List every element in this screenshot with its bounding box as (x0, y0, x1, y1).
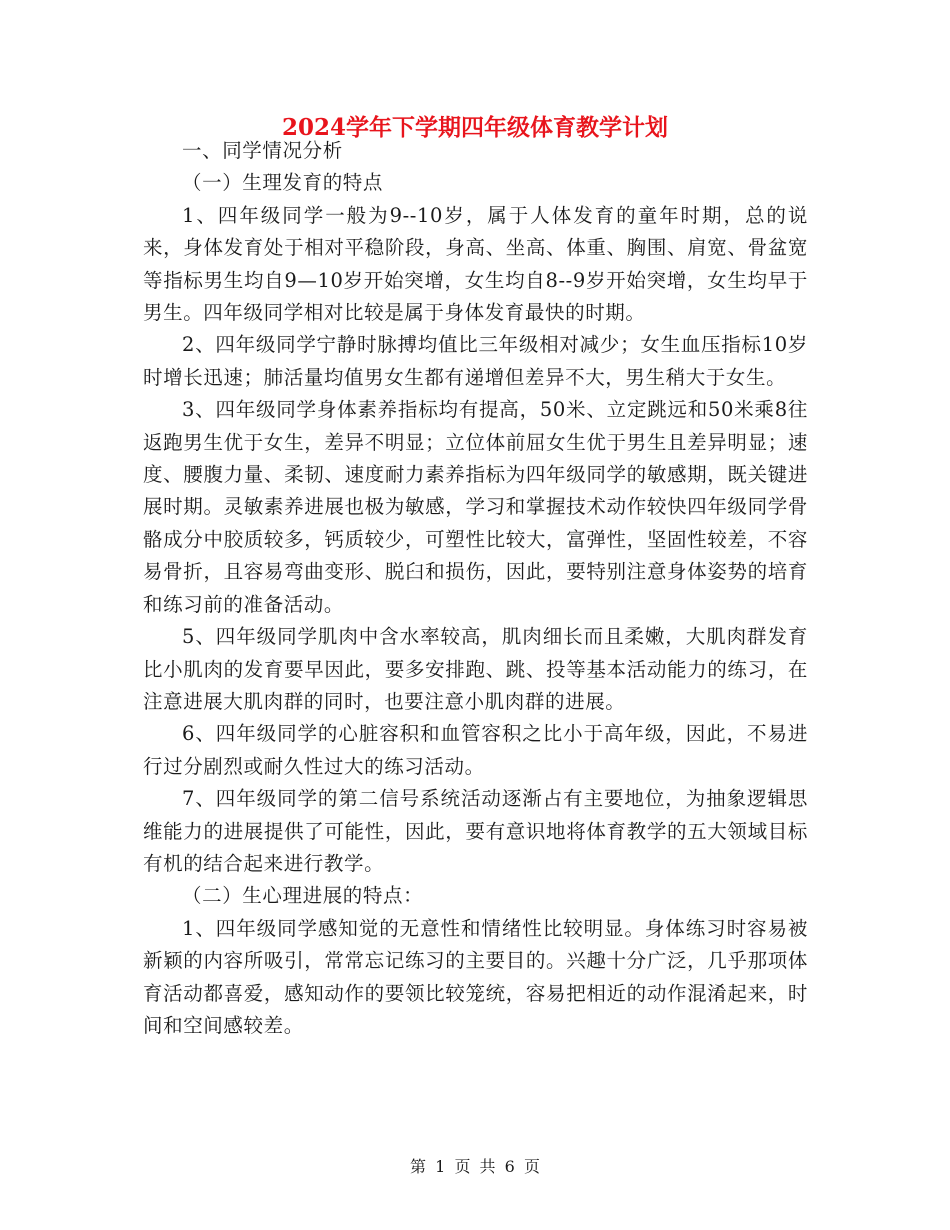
document-title: 2024学年下学期四年级体育教学计划 (281, 114, 668, 141)
subsection-heading: （一）生理发育的特点 (182, 171, 384, 195)
paragraph: 3、四年级同学身体素养指标均有提高，50米、立定跳远和50米乘8往返跑男生优于女生，差异不明显；立位体前屈女生优于男生且差异明显；速度、腰腹力量、柔韧、速度耐力素养指标为四年级同学的敏感期，既关键进展时期。灵敏素养进展也极为敏感，学习和掌握技术动作较快四年级同学骨骼成分中胶质较多，钙质较少，可塑性比较大，富弹性，坚固性较差，不容易骨折，且容易弯曲变形、脱臼和损伤，因此，要特别注意身体姿势的培育和练习前的准备活动。 (143, 398, 808, 616)
document-body (143, 135, 808, 1042)
footer-total-prefix: 共 (479, 1157, 496, 1176)
subsection-heading: （二）生心理进展的特点： (182, 884, 424, 908)
paragraph: 5、四年级同学肌肉中含水率较高，肌肉细长而且柔嫩，大肌肉群发育比小肌肉的发育要早因此，要多安排跑、跳、投等基本活动能力的练习，在注意进展大肌肉群的同时，也要注意小肌肉群的进展。 (143, 625, 808, 713)
paragraph: 6、四年级同学的心脏容积和血管容积之比小于高年级，因此，不易进行过分剧烈或耐久性过大的练习活动。 (143, 722, 808, 778)
section-heading: 一、同学情况分析 (182, 139, 343, 162)
footer-suffix: 页 (523, 1157, 540, 1176)
footer-prefix: 第 (410, 1157, 427, 1176)
current-page-number: 1 (435, 1157, 446, 1176)
paragraph: 1、四年级同学一般为9--10岁，属于人体发育的童年时期，总的说来，身体发育处于相对平稳阶段，身高、坐高、体重、胸围、肩宽、骨盆宽等指标男生均自9—10岁开始突增，女生均自8--9岁开始突增，女生均早于男生。四年级同学相对比较是属于身体发育最快的时期。 (143, 203, 808, 325)
paragraph: 7、四年级同学的第二信号系统活动逐渐占有主要地位，为抽象逻辑思维能力的进展提供了可能性，因此，要有意识地将体育教学的五大领域目标有机的结合起来进行教学。 (143, 787, 808, 875)
footer-page-word: 页 (454, 1157, 471, 1176)
page-footer (0, 1156, 950, 1178)
paragraph: 2、四年级同学宁静时脉搏均值比三年级相对减少；女生血压指标10岁时增长迅速；肺活量均值男女生都有递增但差异不大，男生稍大于女生。 (143, 333, 808, 389)
total-pages-number: 6 (504, 1157, 515, 1176)
paragraph: 1、四年级同学感知觉的无意性和情绪性比较明显。身体练习时容易被新颖的内容所吸引，常常忘记练习的主要目的。兴趣十分广泛，几乎那项体育活动都喜爱，感知动作的要领比较笼统，容易把相近的动作混淆起来，时间和空间感较差。 (143, 916, 808, 1037)
